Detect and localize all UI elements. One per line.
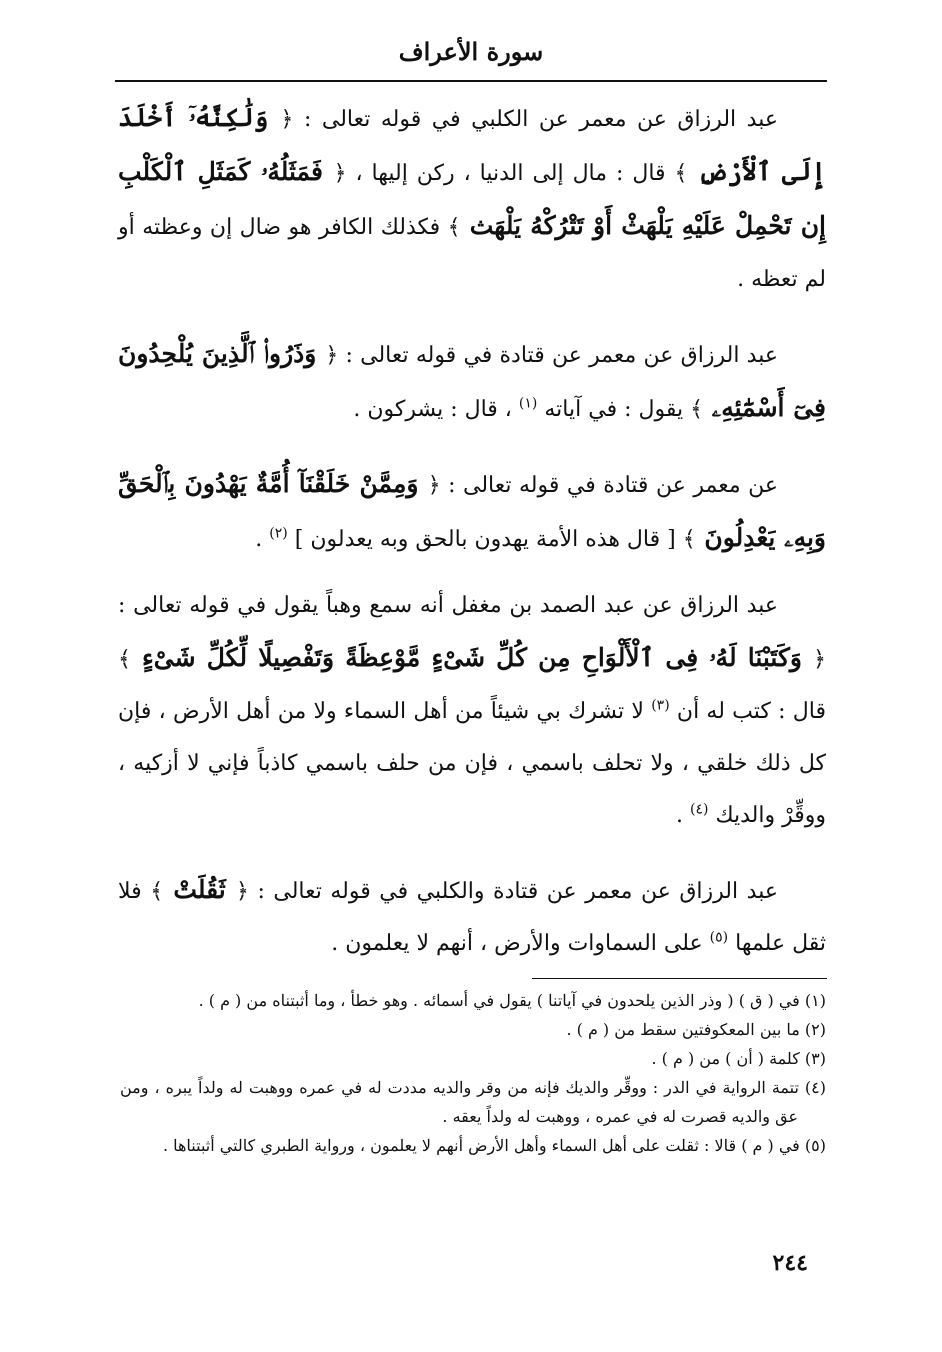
ornate-bracket-open: ﴿	[236, 879, 249, 904]
footnote-rule	[532, 978, 827, 979]
ornate-bracket-close: ﴾	[682, 527, 696, 552]
narration-intro: عبد الرزاق عن معمر عن الكلبي في قوله تعالى :	[303, 107, 778, 132]
footnote-1: (١) في ( ق ) ( وذر الذين يلحدون في آياتنا ) يقول في أسمائه . وهو خطأ ، وما أثبتناه من ( م ) .	[198, 991, 826, 1010]
footnotes	[120, 986, 826, 1160]
narration-intro: عبد الرزاق عن عبد الصمد بن مغفل أنه سمع وهباً يقول في قوله تعالى :	[118, 593, 778, 618]
page-number: ٢٤٤	[772, 1250, 808, 1276]
verse-text: وَمِمَّنْ خَلَقْنَآ أُمَّةٌ يَهْدُونَ بِٱلْحَقِّ وَبِهِۦ يَعْدِلُونَ	[118, 469, 826, 552]
verse-text: فَمَثَلُهُۥ كَمَثَلِ ٱلْكَلْبِ إِن تَحْمِلْ عَلَيْهِ يَلْهَثْ أَوْ تَتْرُكْهُ يَلْهَث	[118, 157, 826, 240]
paragraph-5	[118, 864, 826, 970]
ornate-bracket-close: ﴾	[447, 215, 461, 240]
narration-intro: عن معمر عن قتادة في قوله تعالى :	[448, 473, 778, 498]
footnote-3: (٣) كلمة ( أن ) من ( م ) .	[651, 1049, 826, 1068]
verse-text: وَذَرُوا۟ ٱلَّذِينَ يُلْحِدُونَ فِىٓ أَسْمَٰٓئِهِۦ	[118, 339, 826, 422]
ornate-bracket-close: ﴾	[690, 397, 703, 422]
paragraph-4	[118, 580, 826, 842]
header-rule	[115, 80, 827, 82]
ornate-bracket-open: ﴿	[325, 343, 339, 368]
footnote-4: (٤) تتمة الرواية في الدر : ووقِّر والديك فإنه من وقر والديه مددت له في عمره ووهبت له ولداً يبره ، ومن عق والديه قصرت له في عمره ، ووهبت له ولداً يعقه .	[120, 1078, 826, 1126]
commentary: ، قال : يشركون .	[353, 397, 512, 422]
narration-intro: عبد الرزاق عن معمر عن قتادة والكلبي في قوله تعالى :	[257, 879, 778, 904]
footnote-2: (٢) ما بين المعكوفتين سقط من ( م ) .	[566, 1020, 826, 1039]
verse-text: ثَقُلَتْ	[173, 875, 226, 904]
commentary: [ قال هذه الأمة يهدون بالحق وبه يعدلون ]	[294, 527, 676, 552]
verse-text: وَلَٰكِنَّهُۥٓ أَخْلَدَ إِلَى ٱلْأَرْضِ	[118, 103, 826, 186]
footnote-ref[interactable]: (١)	[518, 395, 538, 412]
commentary: قال : كتب له أن	[676, 699, 826, 724]
verse-text: وَكَتَبْنَا لَهُۥ فِى ٱلْأَلْوَاحِ مِن كُلِّ شَىْءٍ مَّوْعِظَةً وَتَفْصِيلًا لِّكُلِّ شَىْءٍ	[142, 643, 802, 672]
commentary: فكذلك الكافر هو ضال إن وعظته أو لم تعظه .	[118, 215, 826, 292]
commentary: قال : مال إلى الدنيا ، ركن إليها ،	[355, 161, 666, 186]
ornate-bracket-close: ﴾	[150, 879, 164, 904]
ornate-bracket-open: ﴿	[813, 647, 826, 672]
footnote-ref[interactable]: (٣)	[651, 697, 670, 714]
narration-intro: عبد الرزاق عن معمر عن قتادة في قوله تعالى :	[345, 343, 778, 368]
ornate-bracket-close: ﴾	[674, 161, 688, 186]
commentary: .	[255, 527, 263, 552]
quran-verse	[118, 643, 826, 672]
surah-title: سورة الأعراف	[398, 37, 544, 66]
commentary: فلا ثقل علمها	[118, 879, 826, 956]
footnote-ref[interactable]: (٢)	[269, 525, 288, 542]
footnote-ref[interactable]: (٥)	[709, 929, 729, 946]
ornate-bracket-open: ﴿	[427, 473, 441, 498]
ornate-bracket-open: ﴿	[333, 161, 347, 186]
ornate-bracket-open: ﴿	[280, 107, 294, 132]
paragraph-3	[118, 458, 826, 566]
paragraph-1	[118, 92, 826, 306]
quran-verse	[150, 875, 249, 904]
commentary: .	[675, 803, 683, 828]
commentary: يقول : في آياته	[544, 397, 684, 422]
running-header	[115, 30, 827, 78]
main-text	[118, 92, 826, 992]
footnote-5: (٥) في ( م ) قالا : ثقلت على أهل السماء وأهل الأرض أنهم لا يعلمون ، ورواية الطبري كالتي أثبتناها .	[162, 1136, 826, 1155]
paragraph-2	[118, 328, 826, 436]
commentary: لا تشرك بي شيئاً من أهل السماء ولا من أهل الأرض ، فإن كل ذلك خلقي ، ولا تحلف باسمي ، فإن من حلف باسمي كاذباً فإني لا أزكيه ، ووقِّرْ والديك	[118, 699, 826, 828]
ornate-bracket-close: ﴾	[118, 647, 131, 672]
commentary: على السماوات والأرض ، أنهم لا يعلمون .	[331, 931, 703, 956]
footnote-ref[interactable]: (٤)	[689, 801, 709, 818]
